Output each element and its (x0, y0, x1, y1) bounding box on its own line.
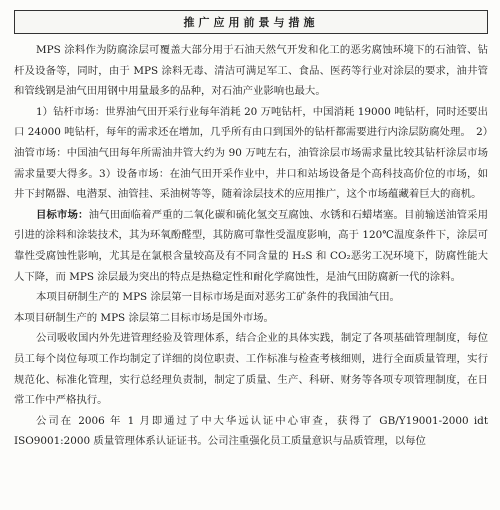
paragraph-first-target: 本项目研制生产的 MPS 涂层第一目标市场是面对恶劣工矿条件的我国油气田。 (36, 291, 400, 304)
paragraph-markets: 1）钻杆市场：世界油气田开采行业每年消耗 20 万吨钻杆，中国消耗 19000 吨钻杆，同时还要出口 24000 吨钻杆，每年的需求还在增加，几乎所有由口到国外的钻杆都需要进行内涂层防腐处理。 2）油管市场：中国油气田每年所需油井管大约为 90 万吨左右，油管涂层市场需求量比较其钻杆涂层市场需求量要大得多。3）设备市场：在油气田开采作业中，井口和站场设备是个高科技高价位的市场，如井下封隔器、电潜泵、油管挂、采油树等等，随着涂层技术的应用推广，这个市场蕴藏着巨大的商机。 (14, 105, 488, 201)
section-title: 推广应用前景与措施 (183, 16, 319, 29)
paragraph-target-market (14, 205, 488, 287)
paragraph-second-target: 本项目研制生产的 MPS 涂层第二目标市场是国外市场。 (14, 311, 274, 324)
document-page (0, 10, 500, 510)
paragraph-intro: MPS 涂料作为防腐涂层可覆盖大部分用于石油天然气开发和化工的恶劣腐蚀环境下的石油管、钻杆及设备等，同时，由于 MPS 涂料无毒、清洁可满足军工、食品、医药等行业对涂层的要求，油井管和管线钢是油气田用钢中用量最多的品种，对石油产业影响也最大。 (14, 44, 488, 98)
target-market-text: 油气田面临着严重的二氧化碳和硫化氢交互腐蚀、水锈和石蜡堵塞。目前输送油管采用引进的涂料和涂装技术，其为环氧酚醛型，其防腐可靠性受温度影响，高于 120℃温度条件下，涂层可靠性受腐蚀性影响，尤其是在氯根含量较高及有不同含量的 H₂S 和 CO₂恶劣工况环境下，防腐性能大人下降，而 MPS 涂层最为突出的特点是热稳定性和耐化学腐蚀性，是油气田防腐新一代的涂料。 (14, 208, 489, 283)
paragraph-management: 公司吸收国内外先进管理经验及管理体系，结合企业的具体实践，制定了各项基础管理制度，每位员工每个岗位每项工作均制定了详细的岗位职责、工作标准与检查考核细则，进行全面质量管理，实行规范化、标准化管理，实行总经理负责制，制定了质量、生产、科研、财务等各项专项管理制度，在日常工作中严格执行。 (14, 332, 488, 407)
paragraph-certification: 公司在 2006 年 1 月即通过了中大华远认证中心审查，获得了 GB/Y19001-2000 idt ISO9001:2000 质量管理体系认证证书。公司注重强化员工质量意识与品质管理，以每位 (14, 414, 488, 448)
target-market-lead: 目标市场： (36, 208, 89, 221)
document-body (14, 40, 488, 452)
section-title-box (14, 10, 488, 34)
